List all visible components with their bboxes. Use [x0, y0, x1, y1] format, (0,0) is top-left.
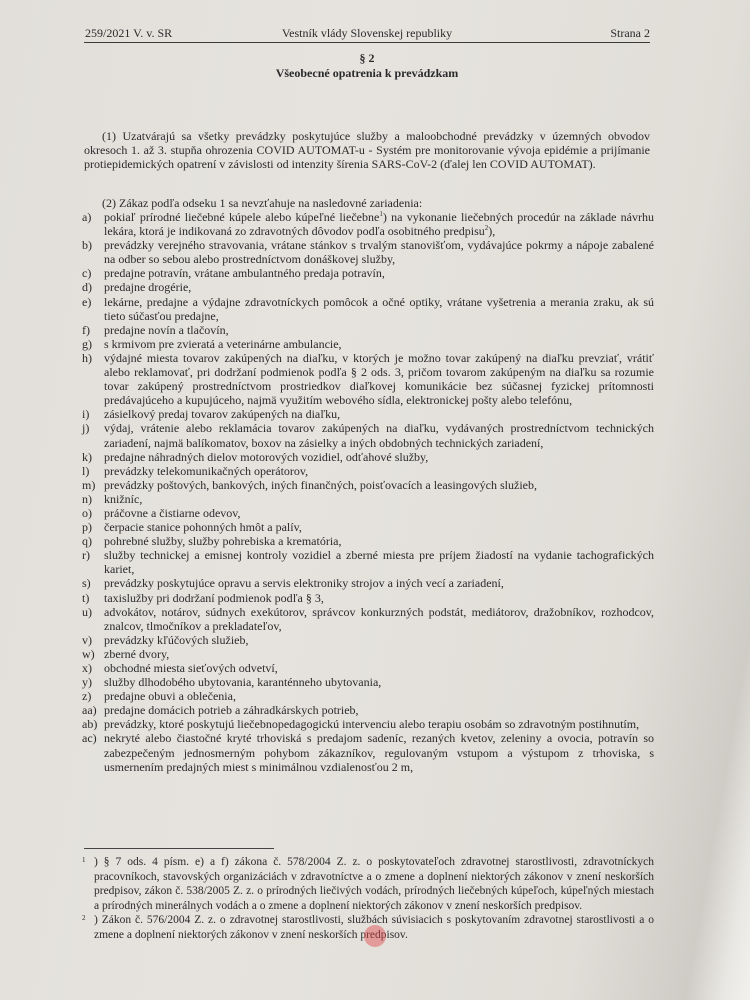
footnote — [82, 855, 654, 913]
footnote-ref: 2 — [484, 224, 489, 233]
item-label: ac) — [82, 731, 97, 746]
list-item — [82, 534, 654, 548]
item-label: q) — [82, 534, 92, 549]
item-text: prevádzky poštových, bankových, iných finančných, poisťovacích a leasingových služieb, — [104, 477, 538, 492]
item-label: j) — [82, 421, 90, 436]
footnote-text: ) § 7 ods. 4 písm. e) a f) zákona č. 578/2004 Z. z. o poskytovateľoch zdravotnej starostlivosti, zdravotníckych pracovníkoch, stavovských organizáciách v zdravotníctve a o zmene a doplnení niektorých zákonov v znení neskorších predpisov, zákon č. 538/2005 Z. z. o prírodných liečivých vodách, prírodných liečebných kúpeľoch, kúpeľných miestach a prírodných minerálnych vodách a o zmene a doplnení niektorých zákonov v znení neskorších predpisov. — [94, 856, 654, 912]
list-item — [82, 633, 654, 647]
list-item — [82, 323, 654, 337]
list-item — [82, 605, 654, 633]
item-text: zásielkový predaj tovarov zakúpených na diaľku, — [104, 407, 341, 422]
item-text: predajne novín a tlačovín, — [104, 322, 229, 337]
item-text: predajne obuvi a oblečenia, — [104, 689, 236, 704]
list-item — [82, 548, 654, 576]
list-item — [82, 576, 654, 590]
item-label: d) — [82, 280, 92, 295]
text-part: pokiaľ prírodné liečebné kúpele alebo kúpeľné liečebne — [104, 210, 380, 224]
item-text: služby dlhodobého ubytovania, karanténneho ubytovania, — [104, 675, 382, 690]
item-text: taxislužby pri dodržaní podmienok podľa § 3, — [104, 590, 324, 605]
item-text: čerpacie stanice pohonných hmôt a palív, — [104, 520, 302, 535]
item-label: i) — [82, 407, 90, 422]
item-label: z) — [82, 689, 92, 704]
list-item — [82, 280, 654, 294]
item-text: predajne drogérie, — [104, 280, 192, 295]
footnote-mark: 1 — [82, 856, 86, 864]
list-item — [82, 450, 654, 464]
item-label: p) — [82, 520, 92, 535]
item-label: y) — [82, 675, 92, 690]
item-label: v) — [82, 632, 92, 647]
document-number: 259/2021 V. v. SR — [85, 26, 173, 40]
item-text: advokátov, notárov, súdnych exekútorov, správcov konkurzných podstát, mediátorov, dražobníkov, rozhodcov, znalcov, tlmočníkov a prekladateľov, — [104, 604, 654, 633]
item-label: x) — [82, 661, 92, 675]
footnote-text: ) Zákon č. 576/2004 Z. z. o zdravotnej starostlivosti, službách súvisiacich s poskytovaním zdravotnej starostlivosti a o zmene a doplnení niektorých zákonov v znení neskorších predpisov. — [94, 914, 654, 941]
footnote-ref: 1 — [379, 210, 383, 218]
list-item — [82, 661, 654, 675]
item-label: a) — [82, 210, 92, 224]
item-text: predajne potravín, vrátane ambulantného predaja potravín, — [104, 266, 385, 281]
journal-title: Vestník vlády Slovenskej republiky — [281, 26, 453, 40]
list-item — [82, 210, 654, 238]
item-label: k) — [82, 449, 92, 464]
item-text: s krmivom pre zvieratá a veterinárne ambulancie, — [104, 336, 342, 351]
item-text: predajne domácich potrieb a záhradkárskych potrieb, — [104, 703, 359, 718]
list-item — [82, 689, 654, 703]
item-text: výdaj, vrátenie alebo reklamácia tovarov zakúpených na diaľku, vydávaných prostredníctvom technických zariadení, najmä balíkomatov, boxov na zásielky a iných obdobných technických zariadení, — [104, 421, 654, 450]
exemption-list — [82, 210, 654, 774]
item-label: l) — [82, 463, 90, 478]
footnote-divider — [84, 848, 274, 849]
list-item — [82, 506, 654, 520]
item-label: c) — [82, 266, 92, 281]
item-text: práčovne a čistiarne odevov, — [104, 505, 241, 520]
section-heading — [84, 51, 650, 81]
item-text: knižníc, — [104, 491, 143, 506]
item-text: prevádzky verejného stravovania, vrátane stánkov s trvalým stanovišťom, vydávajúce pokrmy a nápoje zabalené na odber so sebou alebo prostredníctvom donáškovej služby, — [104, 238, 654, 267]
paragraph-2: (2) Zákaz podľa odseku 1 sa nevzťahuje na nasledovné zariadenia: — [102, 196, 423, 210]
footnotes — [82, 855, 654, 943]
list-item — [82, 647, 654, 661]
list-item — [82, 731, 654, 773]
list-item — [82, 351, 654, 407]
item-label: n) — [82, 491, 92, 506]
page-number: Strana 2 — [610, 26, 650, 40]
item-text: lekárne, predajne a výdajne zdravotníckych pomôcok a očné optiky, vrátane vyšetrenia a merania zraku, ak sú tieto súčasťou predajne, — [104, 294, 654, 323]
item-label: e) — [82, 294, 92, 309]
list-item — [82, 238, 654, 266]
item-text: služby technickej a emisnej kontroly vozidiel a zberné miesta pre príjem žiadostí na vydanie tachografických kariet, — [104, 548, 654, 577]
item-text: predajne náhradných dielov motorových vozidiel, odťahové služby, — [104, 449, 429, 464]
item-text: prevádzky kľúčových služieb, — [104, 632, 249, 647]
item-text: prevádzky, ktoré poskytujú liečebnopedagogickú intervenciu alebo terapiu osobám so zdravotným postihnutím, — [104, 717, 640, 732]
item-label: u) — [82, 604, 92, 619]
list-item — [82, 464, 654, 478]
footnote-mark: 2 — [82, 914, 86, 923]
paragraph-1: (1) Uzatvárajú sa všetky prevádzky poskytujúce služby a maloobchodné prevádzky v územných obvodov okresoch 1. až 3. stupňa ohrozenia COVID AUTOMAT-u - Systém pre monitorovanie vývoja epidémie a prijímanie protiepidemických opatrení v závislosti od intenzity šírenia SARS-CoV-2 (ďalej len COVID AUTOMAT). — [84, 129, 650, 172]
item-label: ab) — [82, 717, 98, 732]
item-label: h) — [82, 350, 92, 365]
item-text: výdajné miesta tovarov zakúpených na diaľku, v ktorých je možno tovar zakúpený na diaľku prevziať, vrátiť alebo reklamovať, pri dodržaní podmienok podľa § 2 ods. 3, pričom tovarom zakúpeným na diaľku sa rozumie tovar zakúpený prostredníctvom prostriedkov diaľkovej komunikácie bez súčasnej fyzickej prítomnosti predávajúceho a kupujúceho, najmä využitím webového sídla, elektronickej pošty alebo telefónu, — [104, 350, 654, 408]
list-item — [82, 478, 654, 492]
section-number: § 2 — [359, 51, 375, 65]
item-label: s) — [82, 576, 91, 591]
item-label: aa) — [82, 703, 97, 718]
item-text: nekryté alebo čiastočné kryté trhoviská s predajom sadeníc, rezaných kvetov, zeleniny a ovocia, potravín so zabezpečeným jednosmerným pohybom zákazníkov, regulovaným vstupom a výstupom z trhoviska, s usmernením predajných miest s minimálnou vzdialenosťou 2 m, — [104, 731, 654, 774]
footnote — [82, 913, 654, 942]
list-item — [82, 703, 654, 717]
item-label: w) — [82, 646, 95, 661]
section-title: Všeobecné opatrenia k prevádzkam — [275, 66, 459, 80]
list-item — [82, 675, 654, 689]
text-part: ) na vykonanie liečebných procedúr na základe návrhu lekára, ktorá je indikovaná zo zdravotných dôvodov podľa osobitného predpisu — [104, 210, 655, 239]
list-item — [82, 492, 654, 506]
item-label: o) — [82, 505, 92, 520]
item-text: pohrebné služby, služby pohrebiska a krematória, — [104, 534, 342, 549]
item-label: t) — [82, 590, 90, 605]
item-text: obchodné miesta sieťových odvetví, — [104, 661, 278, 675]
item-label: f) — [82, 322, 90, 337]
list-item — [82, 717, 654, 731]
list-item — [82, 520, 654, 534]
list-item — [82, 407, 654, 421]
item-text: zberné dvory, — [104, 646, 170, 661]
list-item — [82, 337, 654, 351]
item-text: prevádzky telekomunikačných operátorov, — [104, 463, 309, 478]
running-header — [84, 26, 650, 43]
list-item — [82, 421, 654, 449]
item-label: m) — [82, 477, 96, 492]
list-item — [82, 266, 654, 280]
item-label: g) — [82, 336, 92, 351]
list-item — [82, 591, 654, 605]
item-text — [104, 210, 654, 238]
item-label: r) — [82, 548, 90, 563]
list-item — [82, 295, 654, 323]
item-text: prevádzky poskytujúce opravu a servis elektroniky strojov a iných vecí a zariadení, — [104, 576, 504, 591]
text-part: ), — [488, 224, 496, 239]
item-label: b) — [82, 238, 92, 253]
